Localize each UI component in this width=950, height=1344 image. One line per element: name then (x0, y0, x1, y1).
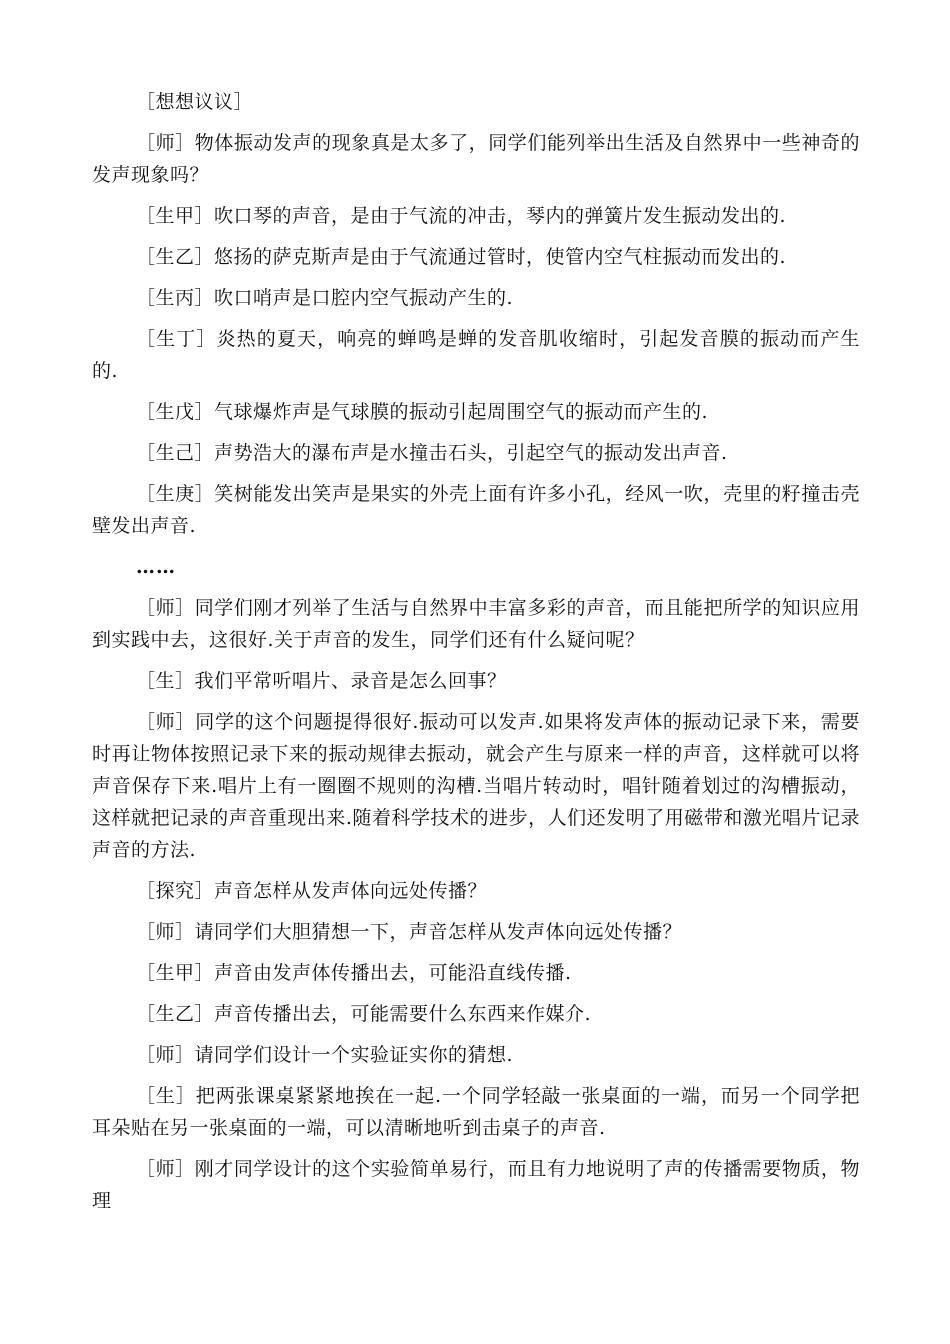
dialogue-paragraph: ［生庚］笑树能发出笑声是果实的外壳上面有许多小孔，经风一吹，壳里的籽撞击壳壁发出声音. (92, 483, 860, 537)
dialogue-paragraph: ［生乙］悠扬的萨克斯声是由于气流通过管时，使管内空气柱振动而发出的. (136, 246, 787, 268)
ellipsis-marker: …… (136, 556, 176, 578)
document-page (92, 86, 860, 1226)
dialogue-paragraph: ［师］物体振动发声的现象真是太多了，同学们能列举出生活及自然界中一些神奇的发声现象吗？ (92, 132, 860, 186)
dialogue-paragraph: ［师］同学们刚才列举了生活与自然界中丰富多彩的声音，而且能把所学的知识应用到实践中去，这很好.关于声音的发生，同学们还有什么疑问呢？ (92, 597, 860, 651)
dialogue-paragraph: ［生］把两张课桌紧紧地挨在一起.一个同学轻敲一张桌面的一端，而另一个同学把耳朵贴在另一张桌面的一端，可以清晰地听到击桌子的声音. (92, 1085, 860, 1139)
dialogue-paragraph: ［生乙］声音传播出去，可能需要什么东西来作媒介. (136, 1003, 592, 1025)
dialogue-paragraph: ［生戊］气球爆炸声是气球膜的振动引起周围空气的振动而产生的. (136, 401, 709, 423)
dialogue-paragraph: ［师］请同学们设计一个实验证实你的猜想. (136, 1044, 514, 1066)
dialogue-paragraph: ［生丁］炎热的夏天，响亮的蝉鸣是蝉的发音肌收缩时，引起发音膜的振动而产生的. (92, 328, 860, 382)
dialogue-paragraph: ［师］同学的这个问题提得很好.振动可以发声.如果将发声体的振动记录下来，需要时再让物体按照记录下来的振动规律去振动，就会产生与原来一样的声音，这样就可以将声音保存下来.唱片上有一圈圈不规则的沟槽.当唱片转动时，唱针随着划过的沟槽振动，这样就把记录的声音重现出来.随着科学技术的进步，人们还发明了用磁带和激光唱片记录声音的方法. (92, 711, 860, 861)
dialogue-paragraph: ［生己］声势浩大的瀑布声是水撞击石头，引起空气的振动发出声音. (136, 442, 728, 464)
dialogue-paragraph: ［生］我们平常听唱片、录音是怎么回事？ (136, 670, 507, 692)
dialogue-paragraph: ［师］刚才同学设计的这个实验简单易行，而且有力地说明了声的传播需要物质，物理 (92, 1158, 860, 1212)
dialogue-paragraph: ［生丙］吹口哨声是口腔内空气振动产生的. (136, 287, 514, 309)
dialogue-paragraph: ［生甲］吹口琴的声音，是由于气流的冲击，琴内的弹簧片发生振动发出的. (136, 205, 787, 227)
dialogue-paragraph: ［师］请同学们大胆猜想一下，声音怎样从发声体向远处传播？ (136, 921, 683, 943)
section-heading-inquiry: ［探究］声音怎样从发声体向远处传播？ (136, 880, 488, 902)
section-heading-discussion: ［想想议议］ (136, 91, 254, 113)
dialogue-paragraph: ［生甲］声音由发声体传播出去，可能沿直线传播. (136, 962, 572, 984)
